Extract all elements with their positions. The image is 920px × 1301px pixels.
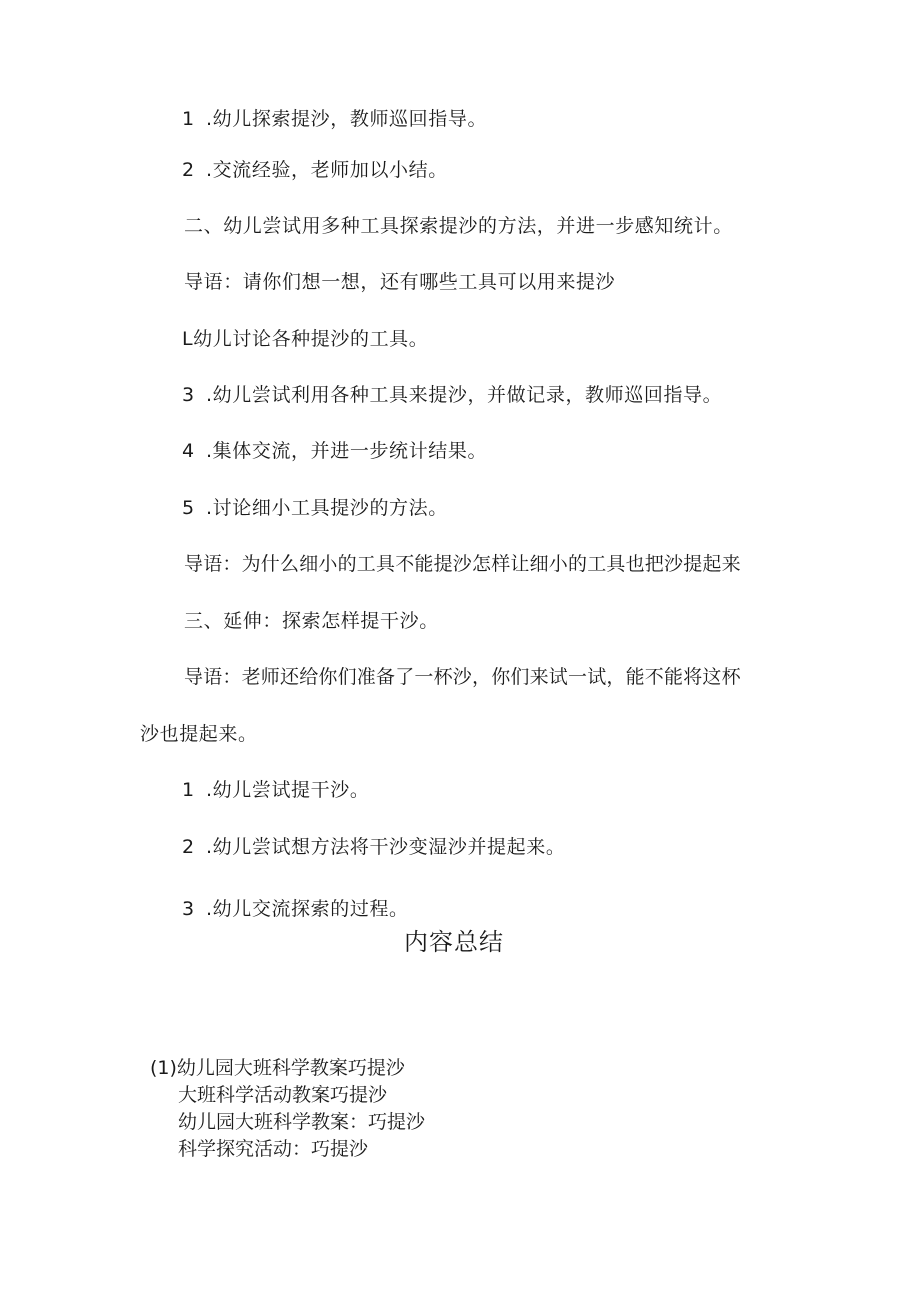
line-text: 沙也提起来。 [140,723,258,745]
body-line-5 [182,496,448,520]
line-text: .幼儿交流探索的过程。 [206,898,409,920]
summary-item-4: 科学探究活动：巧提沙 [178,1138,369,1160]
list-number: 1 [182,108,195,130]
list-number: 2 [182,159,195,181]
list-number: 3 [182,898,195,920]
list-number: 2 [182,836,195,858]
section-heading-3 [184,609,439,633]
body-line-8 [182,897,409,921]
guide-line-1 [184,270,615,294]
line-text: 二、幼儿尝试用多种工具探索提沙的方法，并进一步感知统计。 [184,215,733,237]
body-line-3 [182,383,722,407]
body-line-2 [182,158,448,182]
section-heading-2 [184,214,733,238]
summary-item-3: 幼儿园大班科学教案：巧提沙 [178,1111,426,1133]
list-number: 3 [182,384,195,406]
line-text: 三、延伸：探索怎样提干沙。 [184,610,439,632]
line-text: .幼儿探索提沙，教师巡回指导。 [206,108,488,130]
line-text: 导语：为什么细小的工具不能提沙怎样让细小的工具也把沙提起来 [184,553,741,575]
guide-line-3 [184,665,741,689]
body-line-1 [182,107,487,131]
summary-item-2: 大班科学活动教案巧提沙 [178,1084,388,1106]
list-number: 4 [182,440,195,462]
line-text: 导语：老师还给你们准备了一杯沙，你们来试一试，能不能将这杯 [184,666,741,688]
list-number: 1 [182,779,195,801]
line-text: .幼儿尝试利用各种工具来提沙，并做记录，教师巡回指导。 [206,384,723,406]
line-text: .幼儿尝试想方法将干沙变湿沙并提起来。 [206,836,566,858]
line-text: .幼儿尝试提干沙。 [206,779,370,801]
body-line-7 [182,835,565,859]
line-text: .讨论细小工具提沙的方法。 [206,497,448,519]
body-line-l [182,327,428,351]
line-text: L幼儿讨论各种提沙的工具。 [182,328,429,350]
summary-title: 内容总结 [404,928,504,956]
guide-line-2 [184,552,741,576]
guide-line-3-continued [140,722,258,746]
line-text: 导语：请你们想一想，还有哪些工具可以用来提沙 [184,271,616,293]
body-line-6 [182,778,369,802]
list-number: 5 [182,497,195,519]
summary-item-1: (1)幼儿园大班科学教案巧提沙 [150,1057,405,1079]
body-line-4 [182,439,487,463]
line-text: .交流经验，老师加以小结。 [206,159,448,181]
line-text: .集体交流，并进一步统计结果。 [206,440,488,462]
